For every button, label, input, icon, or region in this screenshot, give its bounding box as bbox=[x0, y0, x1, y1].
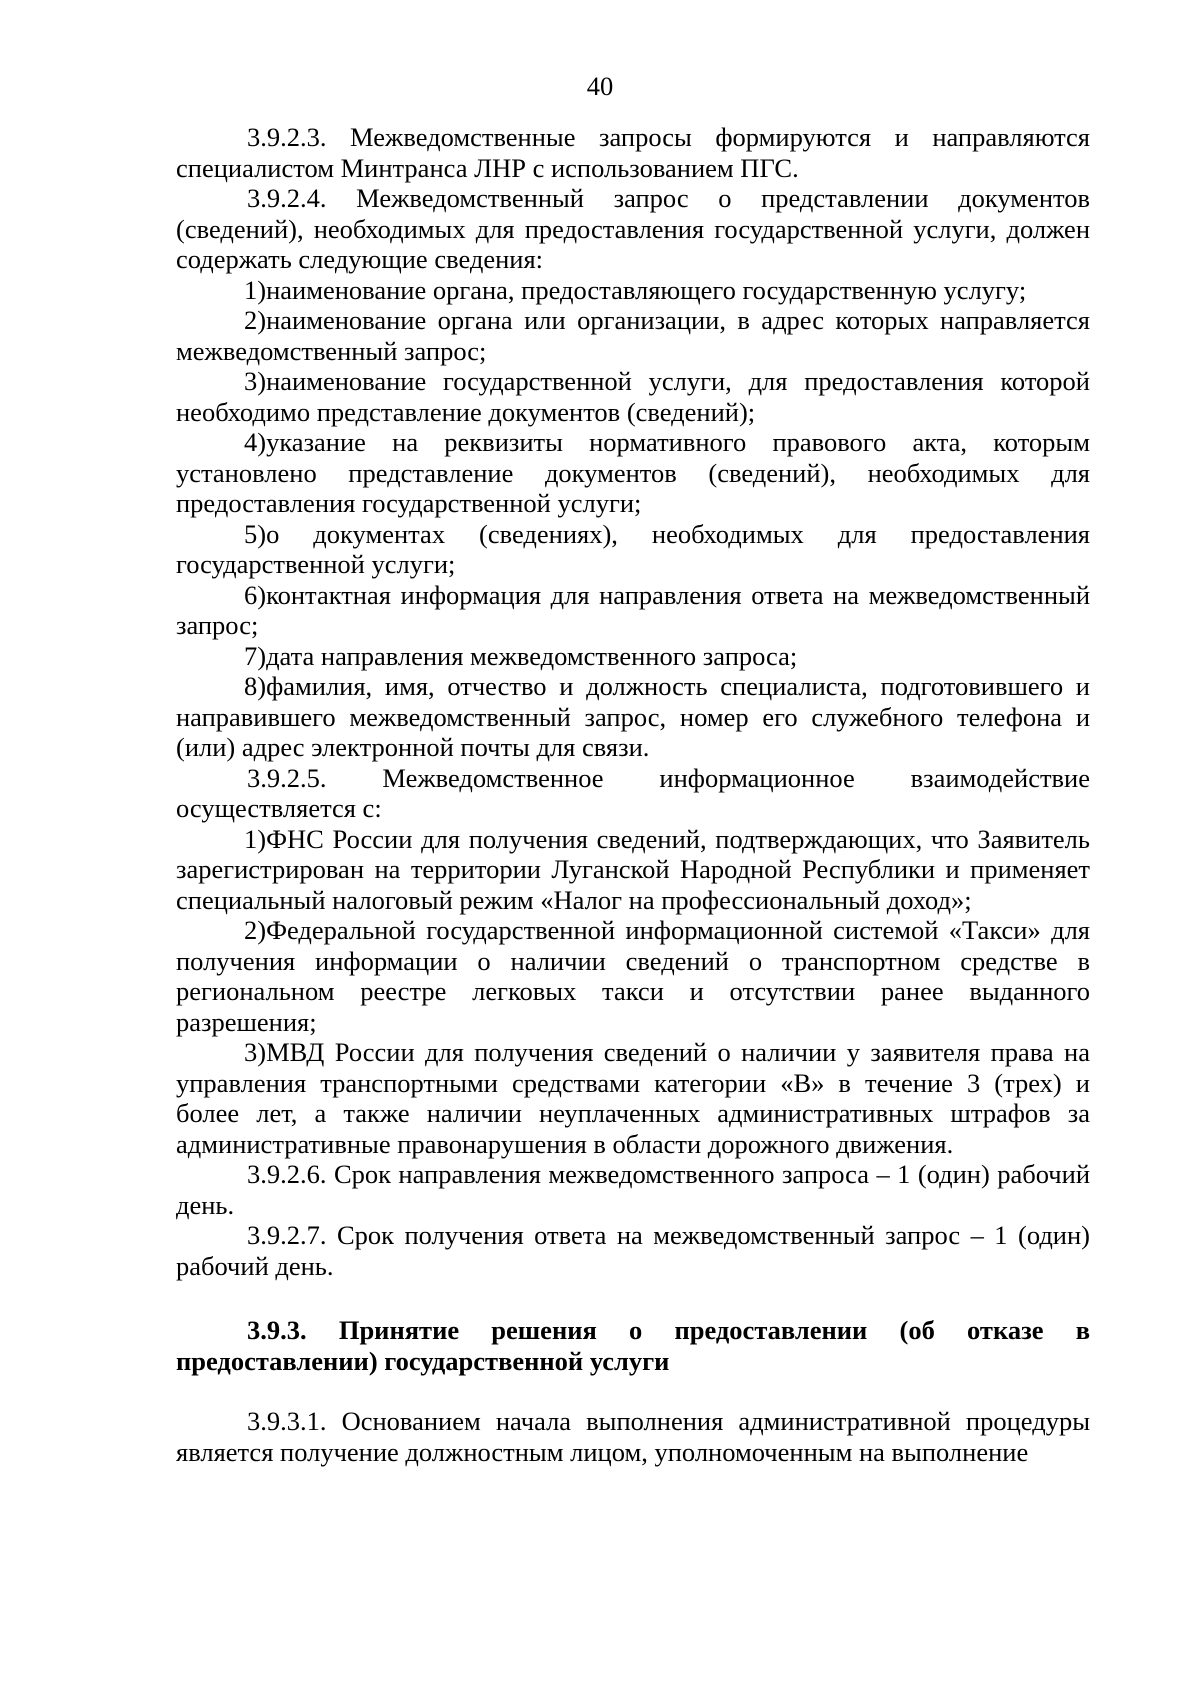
list-item bbox=[176, 275, 1090, 306]
list-item-text: контактная информация для направления ответа на межведомственный запрос; bbox=[176, 579, 1090, 640]
list-item-text: указание на реквизиты нормативного правового акта, которым установлено представление документов (сведений), необходимых для предоставления государственной услуги; bbox=[176, 427, 1090, 518]
section-spacer bbox=[176, 1376, 1090, 1406]
list-item-text: фамилия, имя, отчество и должность специалиста, подготовившего и направившего межведомственный запрос, номер его служебного телефона и (или) адрес электронной почты для связи. bbox=[176, 671, 1090, 762]
list-item bbox=[176, 366, 1090, 427]
list-item-text: о документах (сведениях), необходимых для предоставления государственной услуги; bbox=[176, 518, 1090, 579]
list-item bbox=[176, 1037, 1090, 1159]
list-item-number: 1) bbox=[244, 823, 267, 854]
paragraph-3-9-2-3: 3.9.2.3. Межведомственные запросы формируются и направляются специалистом Минтранса ЛНР с использованием ПГС. bbox=[176, 122, 1090, 183]
list-item-text: Федеральной государственной информационной системой «Такси» для получения информации о наличии сведений о транспортном средстве в региональном реестре легковых такси и отсутствии ранее выданного разрешения; bbox=[176, 915, 1090, 1037]
list-item bbox=[176, 915, 1090, 1037]
list-item-text: дата направления межведомственного запроса; bbox=[266, 640, 798, 671]
list-item bbox=[176, 671, 1090, 763]
list-item bbox=[176, 641, 1090, 672]
paragraph-3-9-2-7: 3.9.2.7. Срок получения ответа на межведомственный запрос – 1 (один) рабочий день. bbox=[176, 1220, 1090, 1281]
list-item-number: 5) bbox=[244, 518, 267, 549]
list-item bbox=[176, 427, 1090, 519]
list-item-number: 2) bbox=[244, 915, 267, 945]
paragraph-3-9-2-6: 3.9.2.6. Срок направления межведомственного запроса – 1 (один) рабочий день. bbox=[176, 1159, 1090, 1220]
section-spacer bbox=[176, 1281, 1090, 1315]
list-item-number: 8) bbox=[244, 671, 267, 701]
list-item-text: ФНС России для получения сведений, подтверждающих, что Заявитель зарегистрирован на территории Луганской Народной Республики и применяет специальный налоговый режим «Налог на профессиональный доход»; bbox=[176, 823, 1090, 915]
section-heading-3-9-3: 3.9.3. Принятие решения о предоставлении (об отказе в предоставлении) государственной услуги bbox=[176, 1315, 1090, 1376]
list-item-text: наименование органа или организации, в адрес которых направляется межведомственный запрос; bbox=[176, 305, 1090, 366]
list-item-number: 7) bbox=[244, 640, 267, 671]
list-item bbox=[176, 580, 1090, 641]
document-body bbox=[176, 122, 1090, 1467]
list-item-text: наименование государственной услуги, для предоставления которой необходимо представление документов (сведений); bbox=[176, 366, 1090, 427]
list-item bbox=[176, 824, 1090, 916]
list-item-text: наименование органа, предоставляющего государственную услугу; bbox=[266, 274, 1027, 305]
paragraph-3-9-3-1: 3.9.3.1. Основанием начала выполнения административной процедуры является получение должностным лицом, уполномоченным на выполнение bbox=[176, 1406, 1090, 1467]
list-item bbox=[176, 519, 1090, 580]
paragraph-3-9-2-4: 3.9.2.4. Межведомственный запрос о представлении документов (сведений), необходимых для предоставления государственной услуги, должен содержать следующие сведения: bbox=[176, 183, 1090, 274]
list-item-number: 3) bbox=[244, 366, 267, 396]
list-item-text: МВД России для получения сведений о наличии у заявителя права на управления транспортными средствами категории «В» в течение 3 (трех) и более лет, а также наличии неуплаченных административных штрафов за административные правонарушения в области дорожного движения. bbox=[176, 1037, 1090, 1159]
list-item bbox=[176, 305, 1090, 366]
paragraph-3-9-2-5: 3.9.2.5. Межведомственное информационное взаимодействие осуществляется с: bbox=[176, 762, 1090, 823]
list-item-number: 3) bbox=[244, 1037, 267, 1067]
list-item-number: 1) bbox=[244, 274, 267, 305]
page-number: 40 bbox=[586, 71, 614, 101]
list-item-number: 6) bbox=[244, 579, 267, 610]
list-item-number: 4) bbox=[244, 427, 267, 457]
list-item-number: 2) bbox=[244, 305, 267, 335]
